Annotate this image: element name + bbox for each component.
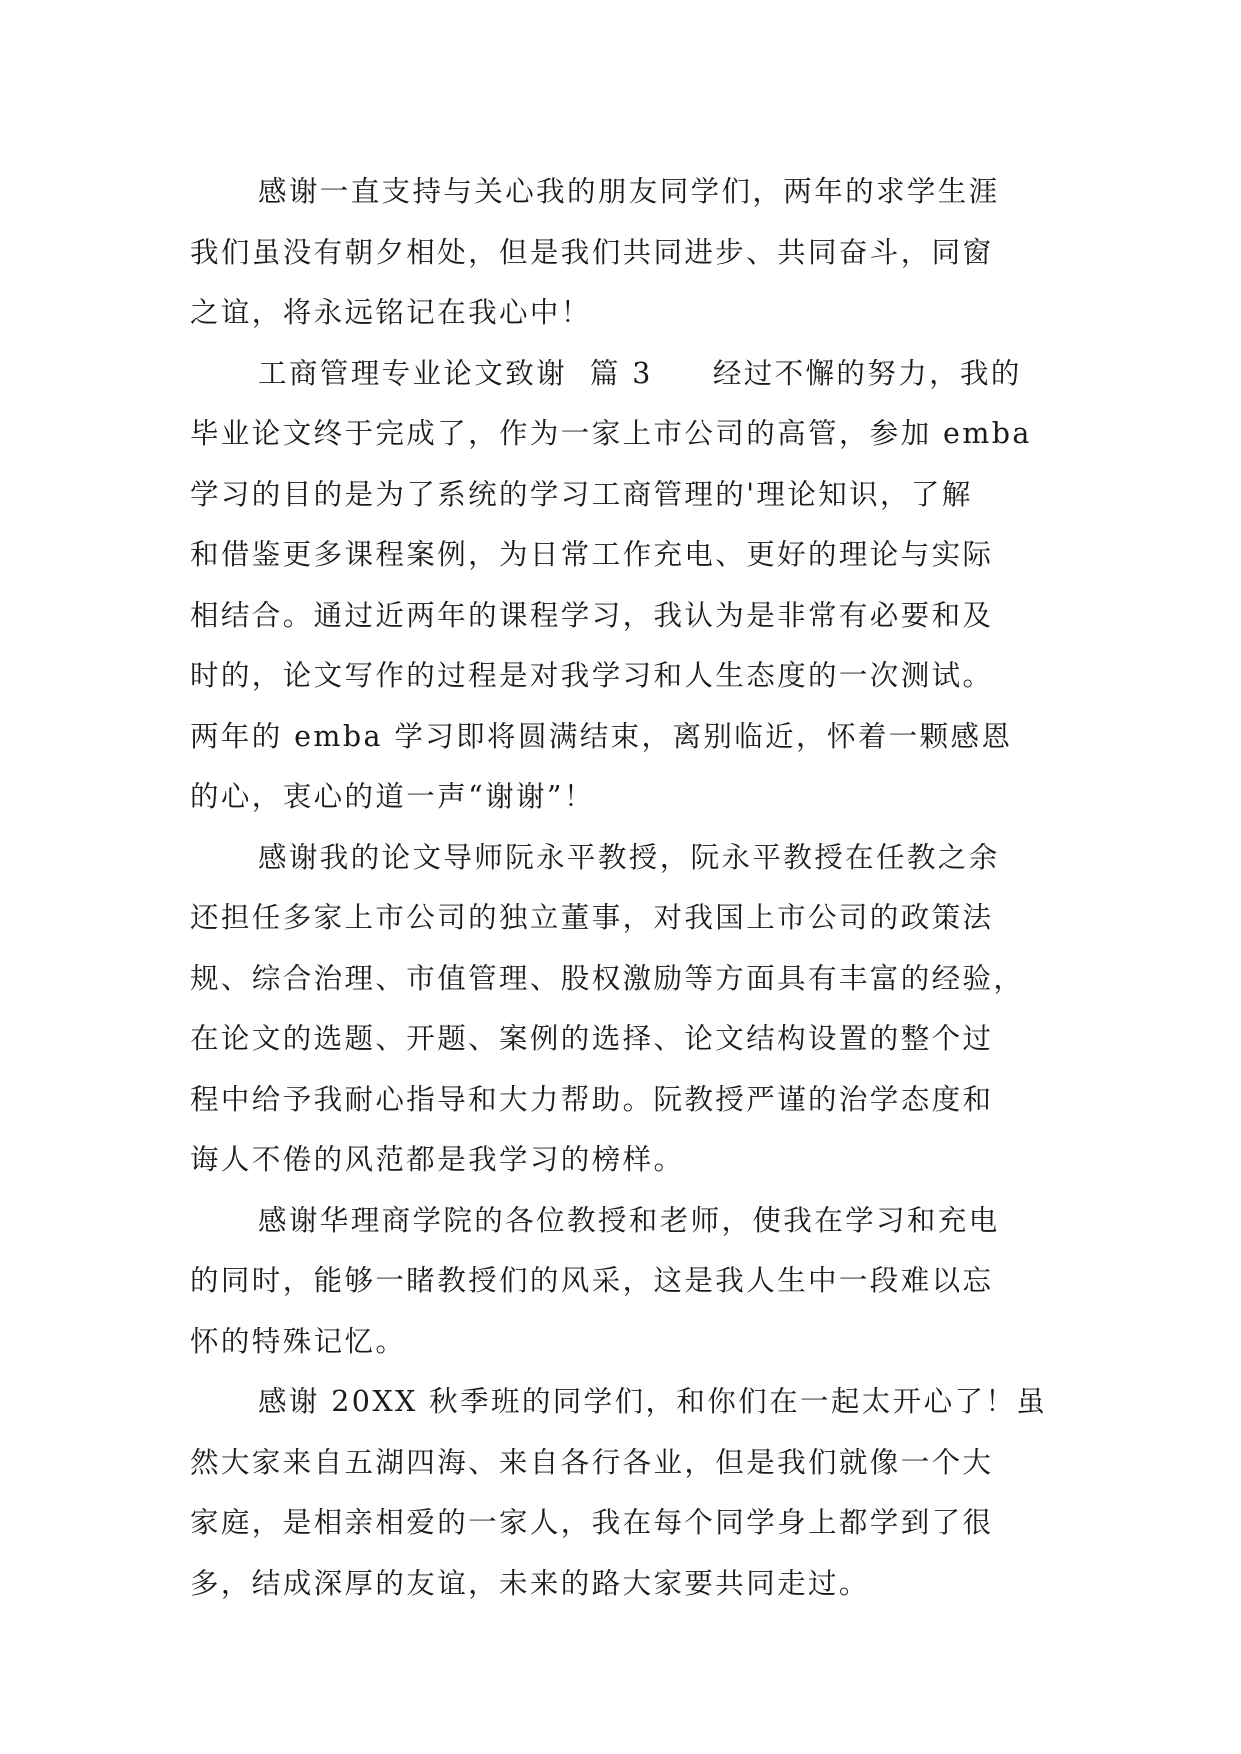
text-line: 感谢 20XX 秋季班的同学们，和你们在一起太开心了！虽 <box>258 1385 1048 1418</box>
document-body <box>190 162 1070 1614</box>
text-line: 学习的目的是为了系统的学习工商管理的'理论知识，了解 <box>190 477 973 511</box>
text-line: 时的，论文写作的过程是对我学习和人生态度的一次测试。 <box>190 659 994 692</box>
text-line: 规、综合治理、市值管理、股权激励等方面具有丰富的经验， <box>190 961 1025 995</box>
text-line: 家庭，是相亲相爱的一家人，我在每个同学身上都学到了很 <box>190 1506 994 1539</box>
text-line: 感谢我的论文导师阮永平教授，阮永平教授在任教之余 <box>258 840 1000 874</box>
text-line: 诲人不倦的风范都是我学习的榜样。 <box>190 1143 685 1176</box>
text-line: 多，结成深厚的友谊，未来的路大家要共同走过。 <box>190 1566 870 1600</box>
section-heading: 工商管理专业论文致谢 篇 3 <box>258 356 653 390</box>
text-line: 之谊，将永远铭记在我心中！ <box>190 296 592 329</box>
text-line: 两年的 emba 学习即将圆满结束，离别临近，怀着一颗感恩 <box>190 719 1013 753</box>
paragraph-faculty <box>190 1191 1070 1373</box>
text-line: 和借鉴更多课程案例，为日常工作充电、更好的理论与实际 <box>190 538 994 571</box>
text-line: 毕业论文终于完成了，作为一家上市公司的高管，参加 emba <box>190 417 1032 450</box>
text-line: 在论文的选题、开题、案例的选择、论文结构设置的整个过 <box>190 1022 994 1055</box>
text-line: 程中给予我耐心指导和大力帮助。阮教授严谨的治学态度和 <box>190 1082 994 1116</box>
paragraph-friends <box>190 162 1070 344</box>
text-line: 相结合。通过近两年的课程学习，我认为是非常有必要和及 <box>190 598 994 632</box>
text-line: 感谢一直支持与关心我的朋友同学们，两年的求学生涯 <box>258 175 1000 208</box>
text-line: 我们虽没有朝夕相处，但是我们共同进步、共同奋斗，同窗 <box>190 235 994 269</box>
text-line: 还担任多家上市公司的独立董事，对我国上市公司的政策法 <box>190 901 994 934</box>
text-line: 感谢华理商学院的各位教授和老师，使我在学习和充电 <box>258 1203 1000 1237</box>
text-line: 经过不懈的努力，我的 <box>712 356 1022 390</box>
paragraph-section-3 <box>190 344 1070 828</box>
text-line: 怀的特殊记忆。 <box>190 1324 407 1358</box>
paragraph-classmates <box>190 1372 1070 1614</box>
section-heading-line <box>190 344 1070 405</box>
text-line: 然大家来自五湖四海、来自各行各业，但是我们就像一个大 <box>190 1445 994 1479</box>
text-line: 的同时，能够一睹教授们的风采，这是我人生中一段难以忘 <box>190 1264 994 1297</box>
paragraph-advisor <box>190 828 1070 1191</box>
text-line: 的心，衷心的道一声“谢谢”！ <box>190 780 595 813</box>
